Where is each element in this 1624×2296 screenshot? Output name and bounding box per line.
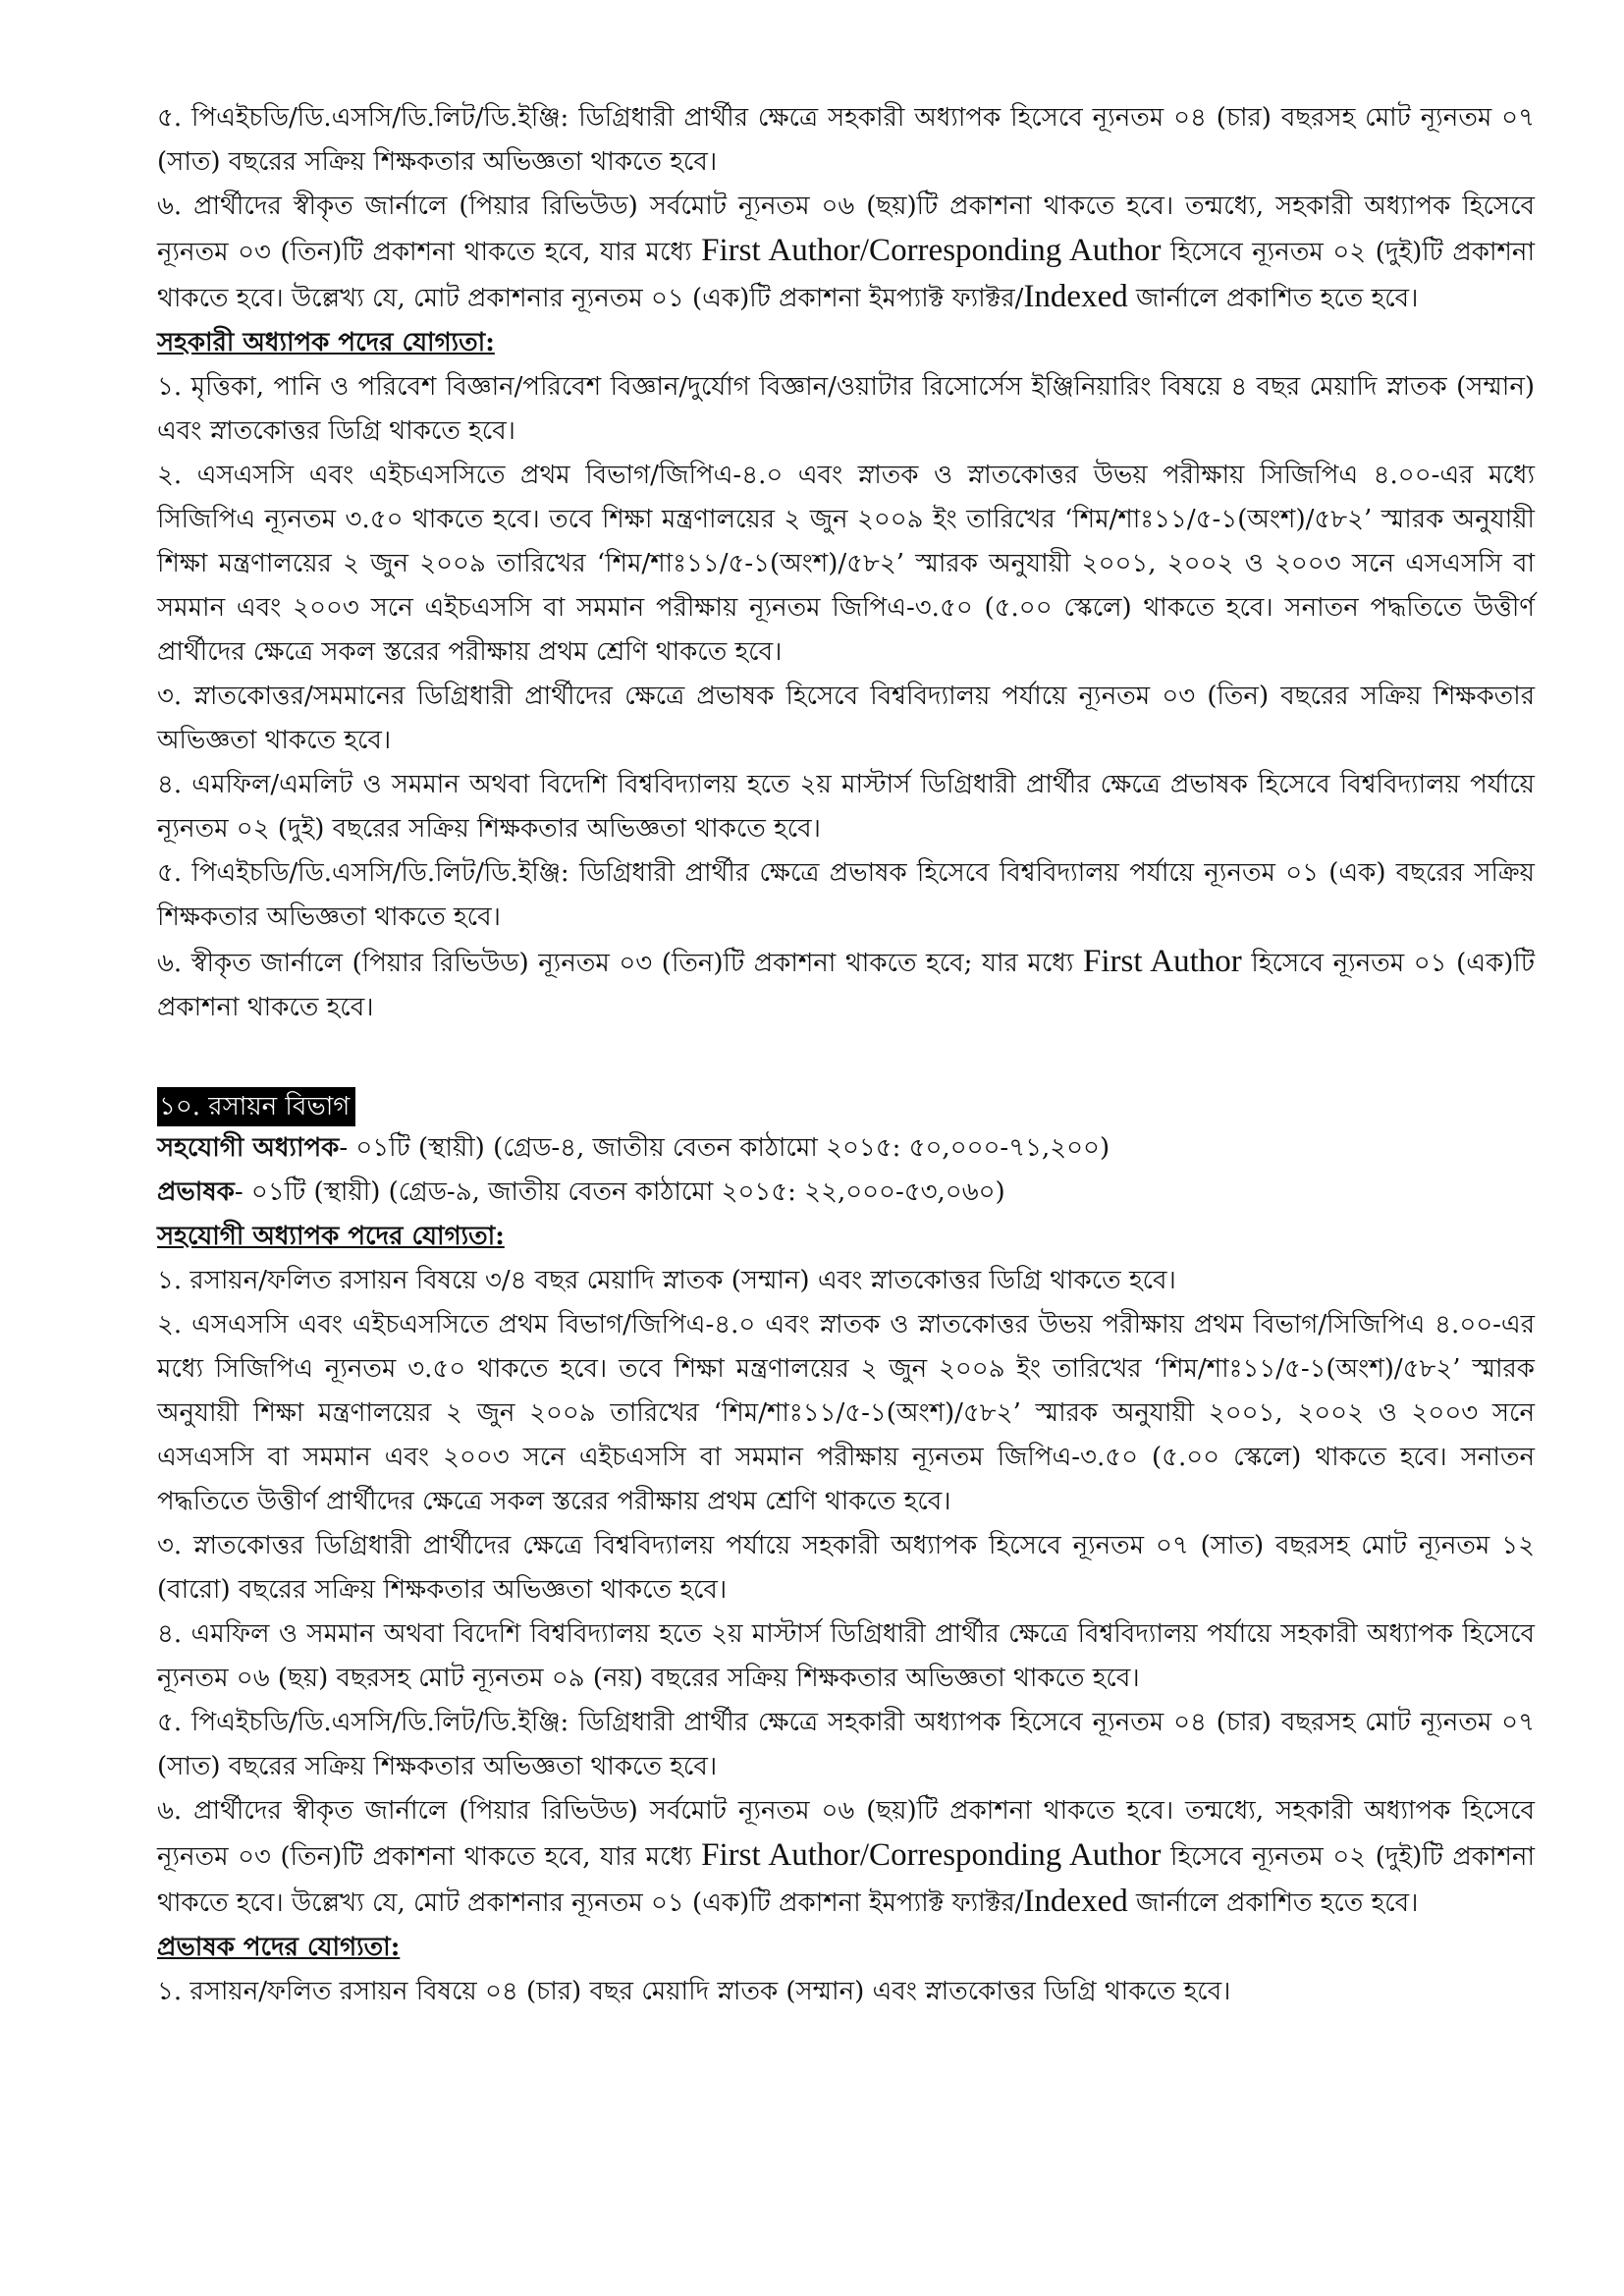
assoc-prof-requirement-2: ২. এসএসসি এবং এইচএসসিতে প্রথম বিভাগ/জিপিএ-৪.০ এবং স্নাতক ও স্নাতকোত্তর উভয় পরীক্ষায় প্রথম বিভাগ/সিজিপিএ ৪.০০-এর মধ্যে সিজিপিএ ন্যূনতম ৩.৫০ থাকতে হবে। তবে শিক্ষা মন্ত্রণালয়ের ২ জুন ২০০৯ ইং তারিখের ‘শিম/শাঃ১১/৫-১(অংশ)/৫৮২’ স্মারক অনুযায়ী শিক্ষা মন্ত্রণালয়ের ২ জুন ২০০৯ তারিখের ‘শিম/শাঃ১১/৫-১(অংশ)/৫৮২’ স্মারক অনুযায়ী ২০০১, ২০০২ ও ২০০৩ সনে এসএসসি বা সমমান এবং ২০০৩ সনে এইচএসসি বা সমমান পরীক্ষায় ন্যূনতম জিপিএ-৩.৫০ (৫.০০ স্কেলে) থাকতে হবে। সনাতন পদ্ধতিতে উত্তীর্ণ প্রার্থীদের ক্ষেত্রে সকল স্তরের পরীক্ষায় প্রথম শ্রেণি থাকতে হবে। [157,1310,1535,1516]
asst-prof-requirement-3: ৩. স্নাতকোত্তর/সমমানের ডিগ্রিধারী প্রার্থীদের ক্ষেত্রে প্রভাষক হিসেবে বিশ্ববিদ্যালয় পর্যায়ে ন্যূনতম ০৩ (তিন) বছরের সক্রিয় শিক্ষকতার অভিজ্ঞতা থাকতে হবে। [157,682,1535,755]
post-associate-professor-name: সহযোগী অধ্যাপক [157,1133,340,1163]
assoc-prof-requirement-1: ১. রসায়ন/ফলিত রসায়ন বিষয়ে ৩/৪ বছর মেয়াদি স্নাতক (সম্মান) এবং স্নাতকোত্তর ডিগ্রি থাকতে হবে। [157,1266,1176,1295]
post-associate-professor [157,1126,1535,1171]
asst-prof-requirement-5: ৫. পিএইচডি/ডি.এসসি/ডি.লিট/ডি.ইঞ্জি: ডিগ্রিধারী প্রার্থীর ক্ষেত্রে প্রভাষক হিসেবে বিশ্ববিদ্যালয় পর্যায়ে ন্যূনতম ০১ (এক) বছরের সক্রিয় শিক্ষকতার অভিজ্ঞতা থাকতে হবে। [157,858,1535,932]
asst-prof-requirement-4: ৪. এমফিল/এমলিট ও সমমান অথবা বিদেশি বিশ্ববিদ্যালয় হতে ২য় মাস্টার্স ডিগ্রিধারী প্রার্থীর ক্ষেত্রে প্রভাষক হিসেবে বিশ্ববিদ্যালয় পর্যায়ে ন্যূনতম ০২ (দুই) বছরের সক্রিয় শিক্ষকতার অভিজ্ঞতা থাকতে হবে। [157,770,1535,844]
asst-prof-requirement-6-text-b: হিসেবে ন্যূনতম ০১ (এক)টি প্রকাশনা থাকতে হবে। [157,949,1535,1022]
lecturer-requirement-1: ১. রসায়ন/ফলিত রসায়ন বিষয়ে ০৪ (চার) বছর মেয়াদি স্নাতক (সম্মান) এবং স্নাতকোত্তর ডিগ্রি থাকতে হবে। [157,1977,1231,2006]
requirement-6-indexed-term: Indexed [1023,279,1128,314]
assoc-prof-requirement-6-text-a: ৬. প্রার্থীদের স্বীকৃত জার্নালে (পিয়ার রিভিউড) সর্বমোট ন্যূনতম ০৬ (ছয়)টি প্রকাশনা থাকতে হবে। তন্মধ্যে, সহকারী অধ্যাপক হিসেবে ন্যূনতম ০৩ (তিন)টি প্রকাশনা থাকতে হবে, যার মধ্যে [157,1796,1535,1872]
assoc-prof-requirement-6-text-b: হিসেবে ন্যূনতম ০২ (দুই)টি প্রকাশনা থাকতে হবে। উল্লেখ্য যে, মোট প্রকাশনার ন্যূনতম ০১ (এক)টি প্রকাশনা ইমপ্যাক্ট ফ্যাক্টর/ [157,1842,1535,1918]
section-gap [157,1030,1535,1087]
assoc-prof-requirement-5: ৫. পিএইচডি/ডি.এসসি/ডি.লিট/ডি.ইঞ্জি: ডিগ্রিধারী প্রার্থীর ক্ষেত্রে সহকারী অধ্যাপক হিসেবে ন্যূনতম ০৪ (চার) বছরসহ মোট ন্যূনতম ০৭ (সাত) বছরের সক্রিয় শিক্ষকতার অভিজ্ঞতা থাকতে হবে। [157,1708,1535,1781]
requirement-6-text-b: হিসেবে ন্যূনতম ০২ (দুই)টি প্রকাশনা থাকতে হবে। উল্লেখ্য যে, মোট প্রকাশনার ন্যূনতম ০১ (এক)টি প্রকাশনা ইমপ্যাক্ট ফ্যাক্টর/ [157,238,1535,313]
associate-professor-heading: সহযোগী অধ্যাপক পদের যোগ্যতা: [157,1222,505,1251]
assistant-professor-heading: সহকারী অধ্যাপক পদের যোগ্যতা: [157,328,495,357]
asst-prof-requirement-1: ১. মৃত্তিকা, পানি ও পরিবেশ বিজ্ঞান/পরিবেশ বিজ্ঞান/দুর্যোগ বিজ্ঞান/ওয়াটার রিসোর্সেস ইঞ্জিনিয়ারিং বিষয়ে ৪ বছর মেয়াদি স্নাতক (সম্মান) এবং স্নাতকোত্তর ডিগ্রি থাকতে হবে। [157,372,1535,446]
post-lecturer-details: - ০১টি (স্থায়ী) (গ্রেড-৯, জাতীয় বেতন কাঠামো ২০১৫: ২২,০০০-৫৩,০৬০) [234,1177,1005,1207]
post-lecturer [157,1171,1535,1215]
post-associate-professor-details: - ০১টি (স্থায়ী) (গ্রেড-৪, জাতীয় বেতন কাঠামো ২০১৫: ৫০,০০০-৭১,২০০) [339,1133,1110,1163]
section-10-label: ১০. রসায়ন বিভাগ [157,1087,355,1126]
asst-prof-requirement-6 [157,940,1535,1030]
requirement-6 [157,185,1535,321]
assoc-prof-requirement-3: ৩. স্নাতকোত্তর ডিগ্রিধারী প্রার্থীদের ক্ষেত্রে বিশ্ববিদ্যালয় পর্যায়ে সহকারী অধ্যাপক হিসেবে ন্যূনতম ০৭ (সাত) বছরসহ মোট ন্যূনতম ১২ (বারো) বছরের সক্রিয় শিক্ষকতার অভিজ্ঞতা থাকতে হবে। [157,1531,1535,1605]
assoc-prof-requirement-6-text-c: জার্নালে প্রকাশিত হতে হবে। [1127,1888,1419,1918]
requirement-6-text-c: জার্নালে প্রকাশিত হতে হবে। [1127,284,1419,313]
assoc-prof-requirement-6-author-term: First Author/Corresponding Author [701,1837,1162,1873]
document-page [157,96,1535,2014]
requirement-6-author-term: First Author/Corresponding Author [701,233,1162,268]
assoc-prof-requirement-4: ৪. এমফিল ও সমমান অথবা বিদেশি বিশ্ববিদ্যালয় হতে ২য় মাস্টার্স ডিগ্রিধারী প্রার্থীর ক্ষেত্রে বিশ্ববিদ্যালয় পর্যায়ে সহকারী অধ্যাপক হিসেবে ন্যূনতম ০৬ (ছয়) বছরসহ মোট ন্যূনতম ০৯ (নয়) বছরের সক্রিয় শিক্ষকতার অভিজ্ঞতা থাকতে হবে। [157,1619,1535,1693]
assoc-prof-requirement-6 [157,1789,1535,1926]
post-lecturer-name: প্রভাষক [157,1177,235,1207]
lecturer-heading: প্রভাষক পদের যোগ্যতা: [157,1933,401,1962]
requirement-5: ৫. পিএইচডি/ডি.এসসি/ডি.লিট/ডি.ইঞ্জি: ডিগ্রিধারী প্রার্থীর ক্ষেত্রে সহকারী অধ্যাপক হিসেবে ন্যূনতম ০৪ (চার) বছরসহ মোট ন্যূনতম ০৭ (সাত) বছরের সক্রিয় শিক্ষকতার অভিজ্ঞতা থাকতে হবে। [157,103,1535,177]
asst-prof-requirement-2: ২. এসএসসি এবং এইচএসসিতে প্রথম বিভাগ/জিপিএ-৪.০ এবং স্নাতক ও স্নাতকোত্তর উভয় পরীক্ষায় সিজিপিএ ৪.০০-এর মধ্যে সিজিপিএ ন্যূনতম ৩.৫০ থাকতে হবে। তবে শিক্ষা মন্ত্রণালয়ের ২ জুন ২০০৯ ইং তারিখের ‘শিম/শাঃ১১/৫-১(অংশ)/৫৮২’ স্মারক অনুযায়ী শিক্ষা মন্ত্রণালয়ের ২ জুন ২০০৯ তারিখের ‘শিম/শাঃ১১/৫-১(অংশ)/৫৮২’ স্মারক অনুযায়ী ২০০১, ২০০২ ও ২০০৩ সনে এসএসসি বা সমমান এবং ২০০৩ সনে এইচএসসি বা সমমান পরীক্ষায় ন্যূনতম জিপিএ-৩.৫০ (৫.০০ স্কেলে) থাকতে হবে। সনাতন পদ্ধতিতে উত্তীর্ণ প্রার্থীদের ক্ষেত্রে সকল স্তরের পরীক্ষায় প্রথম শ্রেণি থাকতে হবে। [157,461,1535,667]
assoc-prof-requirement-6-indexed-term: Indexed [1023,1884,1128,1919]
asst-prof-requirement-6-author-term: First Author [1083,944,1242,979]
asst-prof-requirement-6-text-a: ৬. স্বীকৃত জার্নালে (পিয়ার রিভিউড) ন্যূনতম ০৩ (তিন)টি প্রকাশনা থাকতে হবে; যার মধ্যে [157,949,1084,978]
requirement-6-text-a: ৬. প্রার্থীদের স্বীকৃত জার্নালে (পিয়ার রিভিউড) সর্বমোট ন্যূনতম ০৬ (ছয়)টি প্রকাশনা থাকতে হবে। তন্মধ্যে, সহকারী অধ্যাপক হিসেবে ন্যূনতম ০৩ (তিন)টি প্রকাশনা থাকতে হবে, যার মধ্যে [157,191,1535,267]
